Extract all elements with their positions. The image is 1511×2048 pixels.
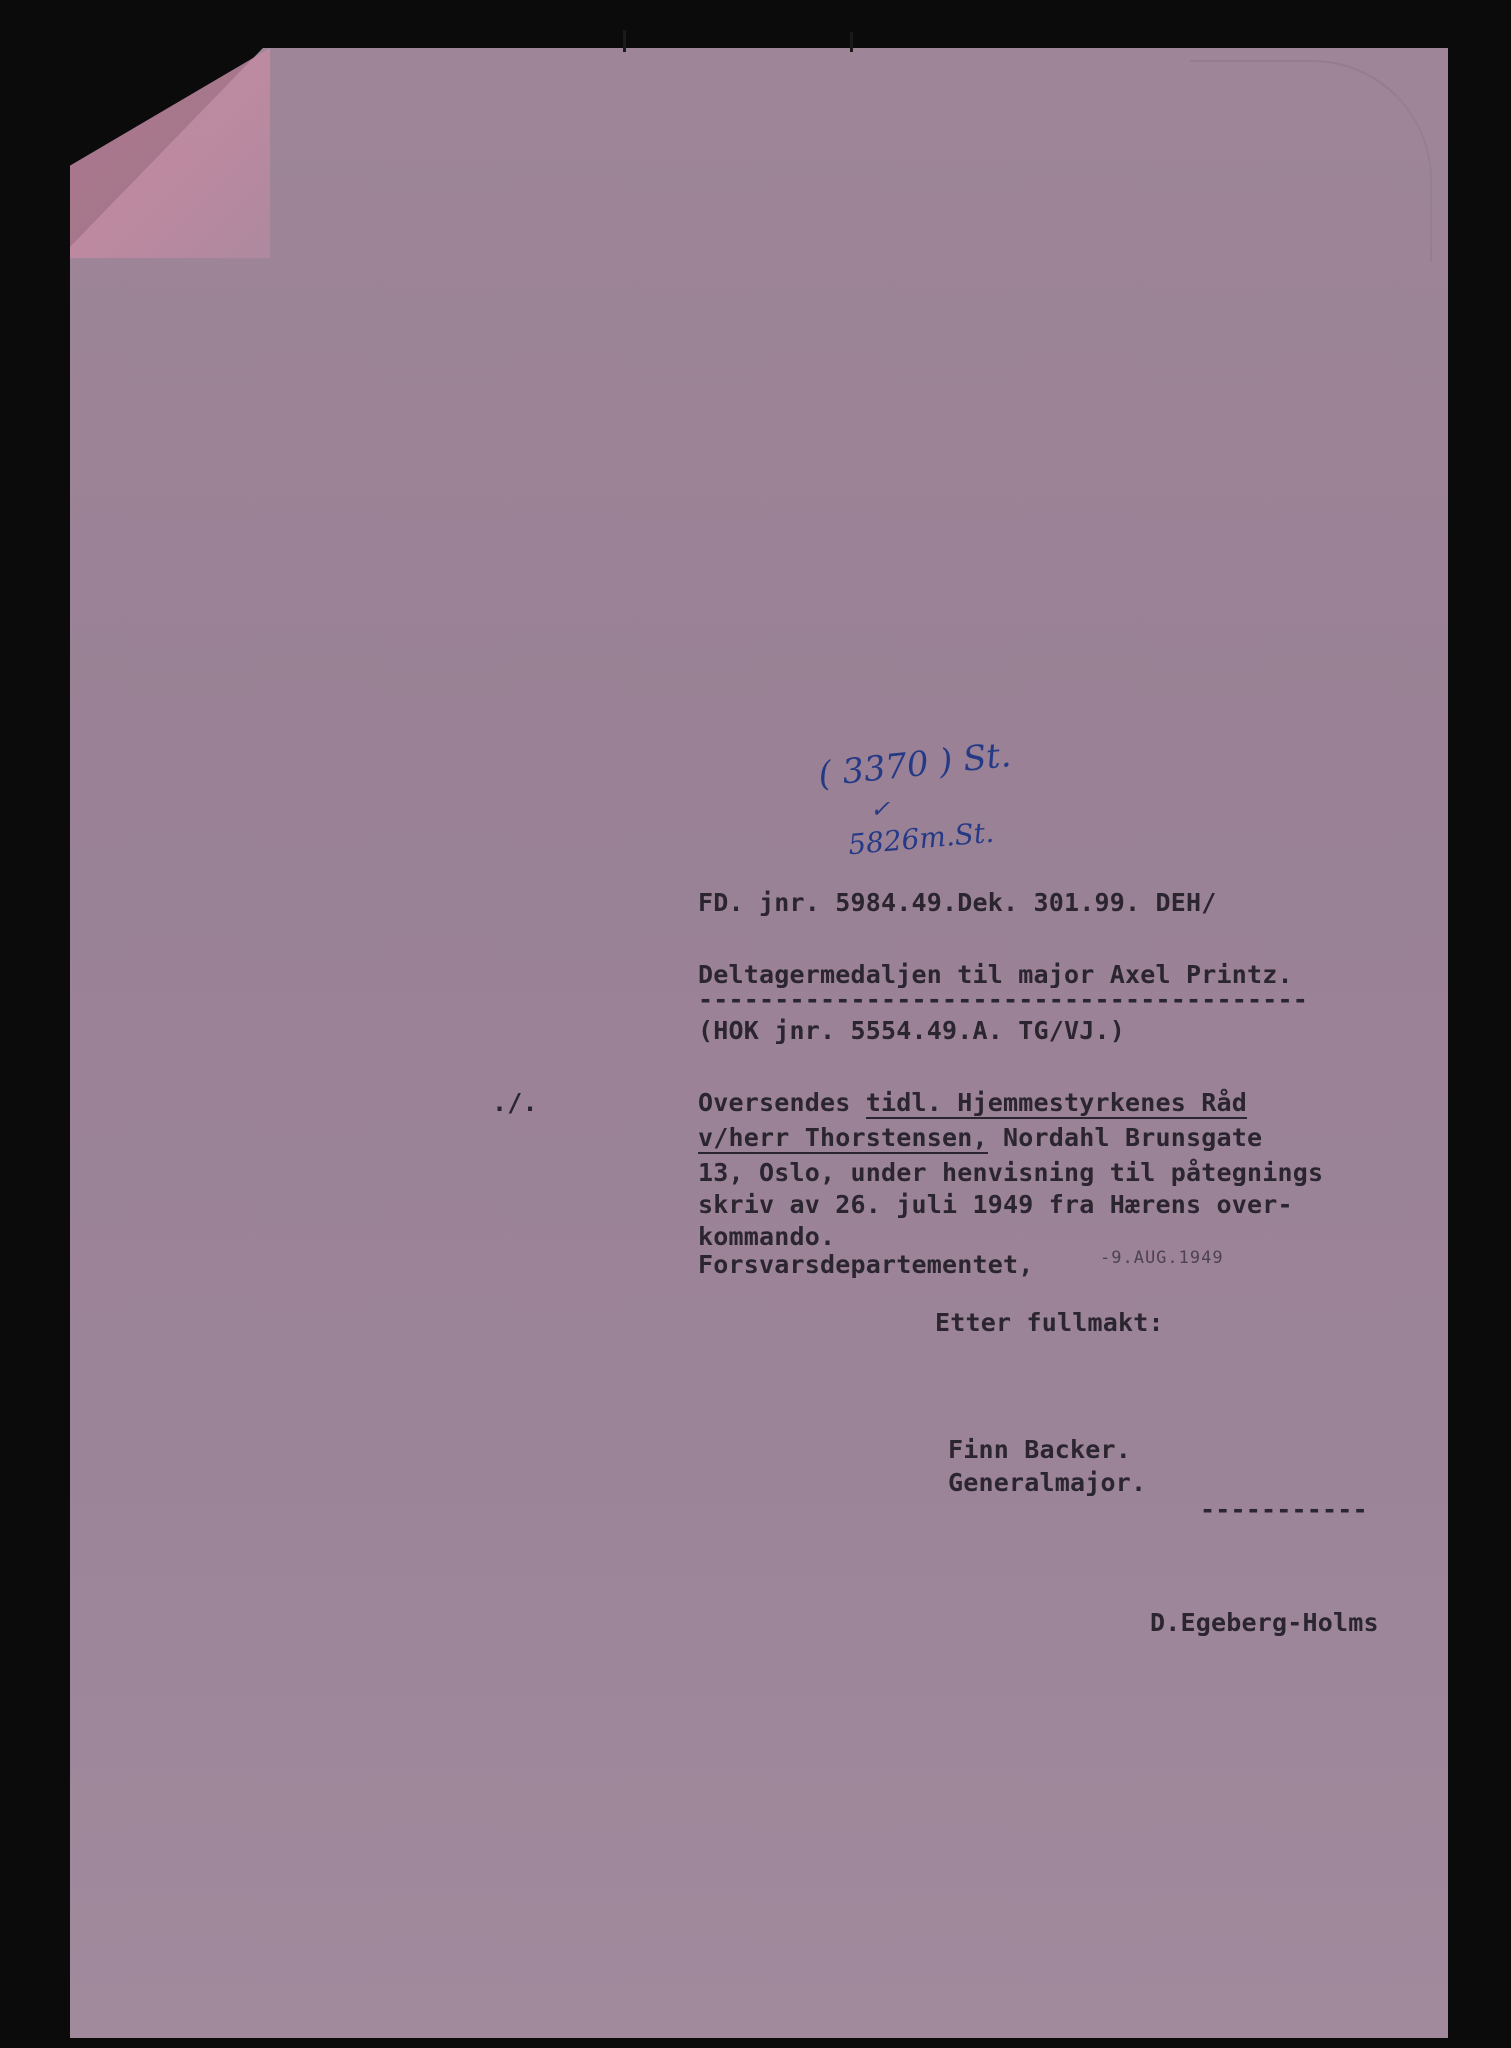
body-line-4: skriv av 26. juli 1949 fra Hærens over- [698, 1190, 1293, 1219]
signer-rank: Generalmajor. [948, 1468, 1147, 1497]
signature-dash-rule: ----------- [1200, 1495, 1368, 1524]
handwritten-reference-2: 5826m.St. [846, 815, 996, 862]
enclosure-margin-mark: ./. [492, 1088, 538, 1117]
subject-underline-rule: ---------------------------------------- [698, 985, 1309, 1014]
clerk-name: D.Egeberg-Holms [1150, 1608, 1379, 1637]
journal-number-line: FD. jnr. 5984.49.Dek. 301.99. DEH/ [698, 888, 1217, 917]
authority-line: Etter fullmakt: [935, 1308, 1164, 1337]
folded-corner [70, 48, 270, 258]
body-line-1 [698, 1088, 1247, 1117]
signer-name: Finn Backer. [948, 1435, 1132, 1464]
handwritten-check-mark: ✓ [870, 795, 891, 823]
body-line-5: kommando. [698, 1222, 836, 1251]
department-name: Forsvarsdepartementet, [698, 1250, 1034, 1279]
handwritten-reference-1: ( 3370 ) St. [816, 735, 1013, 795]
hok-reference: (HOK jnr. 5554.49.A. TG/VJ.) [698, 1016, 1126, 1045]
date-stamp: -9.AUG.1949 [1100, 1248, 1224, 1268]
recipient-underlined: tidl. Hjemmestyrkenes Råd [865, 1088, 1248, 1117]
body-line-1-prefix: Oversendes [698, 1088, 866, 1117]
subject-title: Deltagermedaljen til major Axel Printz. [698, 960, 1293, 989]
body-line-2 [698, 1123, 1262, 1152]
body-line-3: 13, Oslo, under henvisning til påtegnings [698, 1158, 1324, 1187]
binding-mark [623, 30, 626, 52]
body-line-2-rest: Nordahl Brunsgate [987, 1123, 1263, 1152]
binding-mark [850, 32, 853, 52]
recipient-contact-underlined: v/herr Thorstensen, [698, 1123, 988, 1152]
